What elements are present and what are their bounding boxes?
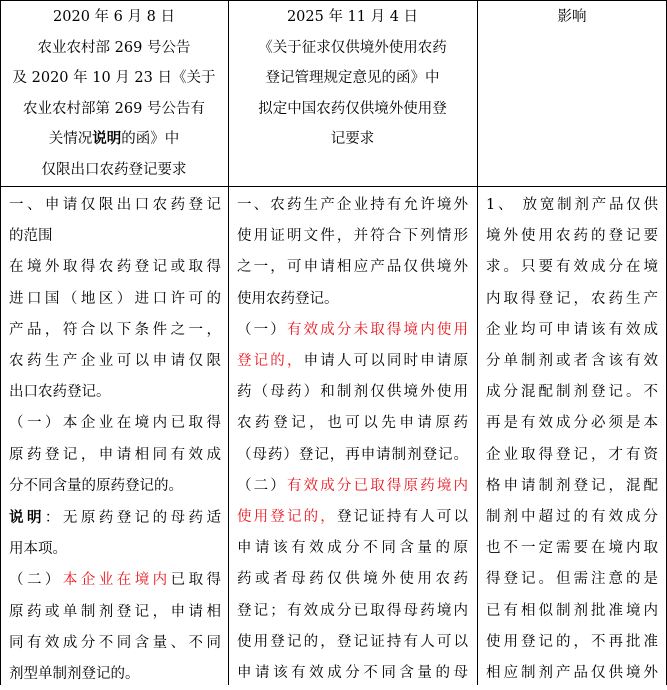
highlight-text: 有效成分已取得原药境内: [286, 477, 468, 494]
header-line: 关情况说明的函》中: [48, 130, 180, 147]
text-line: 再是有效成分必须是本: [486, 415, 658, 432]
text-line: 企业取得登记，才有资: [486, 446, 658, 463]
text-span: （二）: [237, 477, 287, 494]
text-line: 药或者母药仅供境外使用农药: [237, 571, 468, 588]
header-line: 登记管理规定意见的函》中: [265, 70, 440, 86]
text-line: 同有效成分不同含量、不同: [9, 634, 221, 651]
text-line: [9, 502, 221, 534]
header-line: 《关于征求仅供境外使用农药: [258, 39, 447, 56]
header-line: 影响: [557, 9, 587, 25]
text-line: 1、 放宽制剂产品仅供: [486, 197, 658, 213]
highlight-text: 登记的，: [237, 353, 304, 370]
text-line: 成分混配制剂登记。不: [486, 384, 658, 401]
text-line: （母药）登记，再申请制剂登记。: [237, 446, 468, 463]
text-line: 在境外取得农药登记或取得: [9, 259, 221, 276]
text-span: 登记证持有人可以: [336, 509, 468, 526]
body-cell-2025: [237, 190, 468, 689]
text-line: 分单制剂或者含该有效: [486, 353, 658, 370]
text-line: 之一，可申请相应产品仅供境外: [237, 259, 468, 276]
header-line: 拟定中国农药仅供境外使用登: [258, 100, 447, 117]
text-line: 产品，符合以下条件之一，: [9, 321, 221, 338]
text-line: 制剂中超过的有效成分: [486, 509, 658, 526]
note-label: 说明: [9, 509, 45, 527]
highlight-text: 使用登记的，: [237, 509, 337, 526]
header-line: 仅限出口农药登记要求: [41, 161, 187, 178]
text-line: [237, 502, 468, 533]
text-line: 用本项。: [9, 541, 67, 558]
highlight-text: 本企业在境内: [62, 572, 171, 589]
text-line: 登记；有效成分已取得母药境内: [237, 602, 468, 619]
text-line: 已有相似制剂批准境内: [486, 602, 658, 619]
text-line: 分不同含量的原药登记的。: [9, 477, 183, 494]
text-line: 使用证明文件，并符合下列情形: [237, 228, 468, 245]
text-line: 使用农药登记。: [237, 290, 339, 307]
text-line: 药（母药）和制剂仅供境外使用: [237, 384, 468, 401]
text-line: 内取得登记，农药生产: [486, 290, 658, 307]
text-line: 进口国（地区）进口许可的: [9, 290, 221, 307]
text-span: 已取得: [170, 572, 221, 589]
text-line: 格申请制剂登记，混配: [486, 477, 658, 494]
text-line: 境外使用农药的登记要: [486, 228, 658, 245]
text-line: 得登记。但需注意的是: [486, 571, 658, 588]
header-cell-2020-rules: [2, 2, 226, 185]
header-row-divider: [0, 186, 667, 187]
text-line: 一、农药生产企业持有允许境外: [237, 197, 468, 213]
text-line: 出口农药登记。: [9, 384, 111, 401]
text-span: （二）: [9, 572, 63, 589]
table-border-top: [0, 0, 667, 1]
text-line: 原药登记，申请相同有效成: [9, 446, 221, 463]
body-cell-2020: [9, 190, 221, 690]
text-line: 也不一定需要在境内取: [486, 540, 658, 557]
text-line: 企业均可申请该有效成: [486, 321, 658, 338]
text-line: （一）本企业在境内已取得: [9, 415, 221, 432]
text-line: [237, 471, 468, 502]
header-line: 记要求: [330, 131, 375, 147]
body-cell-impact: [486, 190, 658, 689]
text-line: 农药生产企业可以申请仅限: [9, 353, 221, 370]
header-line: 2025 年 11 月 4 日: [286, 9, 419, 25]
highlight-text: 有效成分未取得境内使用: [286, 321, 468, 338]
text-line: 申请该有效成分不同含量的原: [237, 540, 468, 557]
text-line: [9, 565, 221, 596]
header-line: 农业农村部第 269 号公告有: [23, 100, 205, 117]
text-line: 求。只要有效成分在境: [486, 259, 658, 276]
header-line: 2020 年 6 月 8 日: [53, 9, 175, 25]
text-line: 使用登记的，不再批准: [486, 633, 658, 650]
text-span: ：无原药登记的母药适: [44, 510, 221, 527]
text-line: 剂型单制剂登记的。: [9, 666, 140, 683]
table-border-left: [0, 0, 1, 685]
header-line: 农业农村部 269 号公告: [37, 39, 191, 56]
text-line: 一、申请仅限出口农药登记: [9, 197, 221, 213]
text-line: 申请该有效成分不同含量的母: [237, 665, 468, 682]
text-line: 农药登记，也可以先申请原药: [237, 415, 468, 432]
text-span: （一）: [237, 321, 287, 338]
text-span: 申请人可以同时申请原: [303, 353, 468, 370]
text-line: 相应制剂产品仅供境外: [486, 665, 658, 682]
text-line: [237, 346, 468, 377]
text-line: 使用登记的，登记证持有人可以: [237, 633, 468, 650]
header-cell-impact: [479, 2, 665, 33]
column-divider-1: [228, 0, 229, 685]
column-divider-2: [477, 0, 478, 685]
text-line: 原药或单制剂登记，申请相: [9, 603, 221, 620]
header-cell-2025-draft: [230, 2, 475, 155]
text-line: [237, 315, 468, 346]
header-line: 及 2020 年 10 月 23 日《关于: [12, 70, 216, 86]
text-line: 的范围: [9, 228, 53, 245]
